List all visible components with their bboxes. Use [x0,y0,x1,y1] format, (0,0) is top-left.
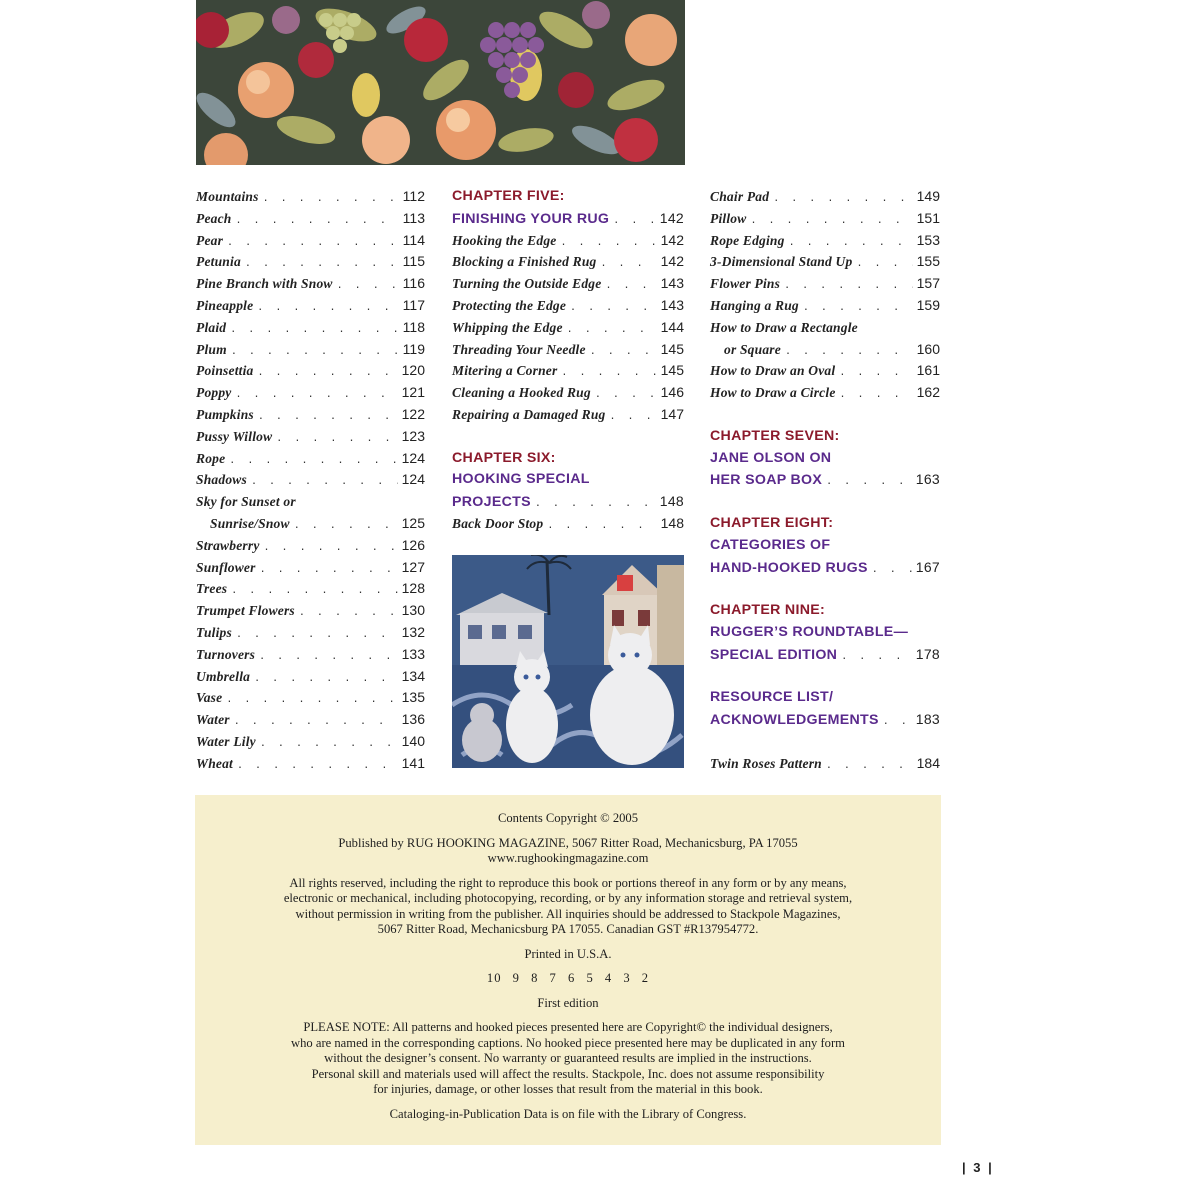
toc-entry: Pussy Willow . . . 123 [196,426,425,448]
chapter-eight-heading: CHAPTER EIGHT: [710,514,834,531]
toc-entry: or Square . . . 160 [710,339,940,361]
note-text: without the designer’s consent. No warranty or guaranteed results are implied in the instructions. [324,1051,812,1065]
toc-entry: Sunflower . . . 127 [196,557,425,579]
toc-entry: Shadows . . . 124 [196,469,425,491]
rights-text: All rights reserved, including the right to reproduce this book or portions thereof in any form or by any means, [289,875,847,890]
toc-entry: How to Draw a Circle . . . 162 [710,382,940,404]
toc-entry: Water Lily . . . 140 [196,731,425,753]
chapter-six-heading: CHAPTER SIX: [452,449,556,466]
note-text: who are named in the corresponding captions. No hooked piece presented here may be duplicated in any form [291,1035,845,1050]
toc-entry: Vase . . . 135 [196,687,425,709]
toc-entry: Petunia . . . 115 [196,251,425,273]
copyright-line: Contents Copyright © 2005 [497,811,639,825]
toc-entry: Hooking the Edge . . . 142 [452,230,684,252]
toc-entry: Umbrella . . . 134 [196,666,425,688]
rights-text: without permission in writing from the publisher. All inquiries should be addressed to Stackpole Magazines, [295,906,841,921]
toc-column-1 [196,186,425,775]
toc-entry: Repairing a Damaged Rug . . . 147 [452,404,684,426]
toc-entry: Wheat . . . 141 [196,753,425,775]
toc-entry: Back Door Stop . . . 148 [452,513,684,535]
toc-column-3 [710,186,940,775]
toc-entry: Sunrise/Snow . . . 125 [196,513,425,535]
toc-entry: Tulips . . . 132 [196,622,425,644]
toc-entry: Turning the Outside Edge . . . 143 [452,273,684,295]
chapter-seven-title: JANE OLSON ON [710,449,832,466]
chapter-eight-title: CATEGORIES OF [710,536,831,553]
resource-list-title: RESOURCE LIST/ [710,689,834,706]
toc-column-2 [452,186,684,535]
cats-rug-image [452,555,684,768]
toc-entry: How to Draw a Rectangle [710,319,858,335]
chapter-six-title: PROJECTS . . . 148 [452,491,684,513]
toc-entry: Water . . . 136 [196,709,425,731]
toc-entry: Poppy . . . 121 [196,382,425,404]
toc-entry: Turnovers . . . 133 [196,644,425,666]
toc-entry: Protecting the Edge . . . 143 [452,295,684,317]
chapter-five-heading: CHAPTER FIVE: [452,188,565,204]
fruit-rug-image [196,0,685,165]
toc-entry: Hanging a Rug . . . 159 [710,295,940,317]
toc-entry: Trees . . . 128 [196,578,425,600]
toc-entry: Pillow . . . 151 [710,208,940,230]
toc-entry: 3-Dimensional Stand Up . . . 155 [710,251,940,273]
toc-entry: Pineapple . . . 117 [196,295,425,317]
rights-text: 5067 Ritter Road, Mechanicsburg PA 17055. Canadian GST #R137954772. [377,922,759,936]
toc-entry: Flower Pins . . . 157 [710,273,940,295]
toc-entry: Sky for Sunset or [196,494,296,510]
toc-entry: Cleaning a Hooked Rug . . . 146 [452,382,684,404]
chapter-nine-title: RUGGER’S ROUNDTABLE— [710,623,909,640]
printing-numbers: 10 9 8 7 6 5 4 3 2 [486,971,650,985]
toc-entry: Mitering a Corner . . . 145 [452,360,684,382]
copyright-box [195,795,941,1145]
toc-entry: Rope Edging . . . 153 [710,230,940,252]
toc-entry: Plaid . . . 118 [196,317,425,339]
note-text: Personal skill and materials used will affect the results. Stackpole, Inc. does not assume responsibility [311,1066,825,1081]
cataloging-line: Cataloging-in-Publication Data is on file with the Library of Congress. [389,1106,747,1121]
rights-text: electronic or mechanical, including photocopying, recording, or by any information storage and retrieval system, [283,891,853,905]
publisher-url: www.rughookingmagazine.com [487,851,649,865]
toc-entry: Peach . . . 113 [196,208,425,230]
chapter-seven-title: HER SOAP BOX . . . 163 [710,469,940,491]
toc-entry: Strawberry . . . 126 [196,535,425,557]
toc-entry: Pine Branch with Snow . . . 116 [196,273,425,295]
chapter-five-title: FINISHING YOUR RUG . . . 142 [452,208,684,230]
note-text: for injuries, damage, or other losses that result from the material in this book. [373,1082,763,1096]
toc-entry: Pumpkins . . . 122 [196,404,425,426]
toc-entry: Mountains . . . 112 [196,186,425,208]
toc-entry: Plum . . . 119 [196,339,425,361]
toc-entry: Rope . . . 124 [196,448,425,470]
publisher-line: Published by RUG HOOKING MAGAZINE, 5067 Ritter Road, Mechanicsburg, PA 17055 [338,835,798,850]
chapter-nine-title: SPECIAL EDITION . . . 178 [710,644,940,666]
chapter-six-title: HOOKING SPECIAL [452,471,590,488]
toc-entry: Pear . . . 114 [196,230,425,252]
page-number: | 3 | [962,1160,994,1175]
chapter-eight-title: HAND-HOOKED RUGS . . . 167 [710,557,940,579]
edition-line: First edition [537,995,599,1010]
toc-entry: Poinsettia . . . 120 [196,360,425,382]
toc-entry: Trumpet Flowers . . . 130 [196,600,425,622]
toc-entry: Threading Your Needle . . . 145 [452,339,684,361]
printed-line: Printed in U.S.A. [524,946,612,961]
toc-entry: Blocking a Finished Rug . . . 142 [452,251,684,273]
toc-entry: Whipping the Edge . . . 144 [452,317,684,339]
toc-entry: Twin Roses Pattern . . . 184 [710,753,940,775]
toc-entry: How to Draw an Oval . . . 161 [710,360,940,382]
toc-entry: Chair Pad . . . 149 [710,186,940,208]
note-text: PLEASE NOTE: All patterns and hooked pieces presented here are Copyright© the individual designers, [303,1020,833,1034]
chapter-nine-heading: CHAPTER NINE: [710,602,826,619]
chapter-seven-heading: CHAPTER SEVEN: [710,427,840,444]
resource-list-title: ACKNOWLEDGEMENTS . . . 183 [710,709,940,731]
